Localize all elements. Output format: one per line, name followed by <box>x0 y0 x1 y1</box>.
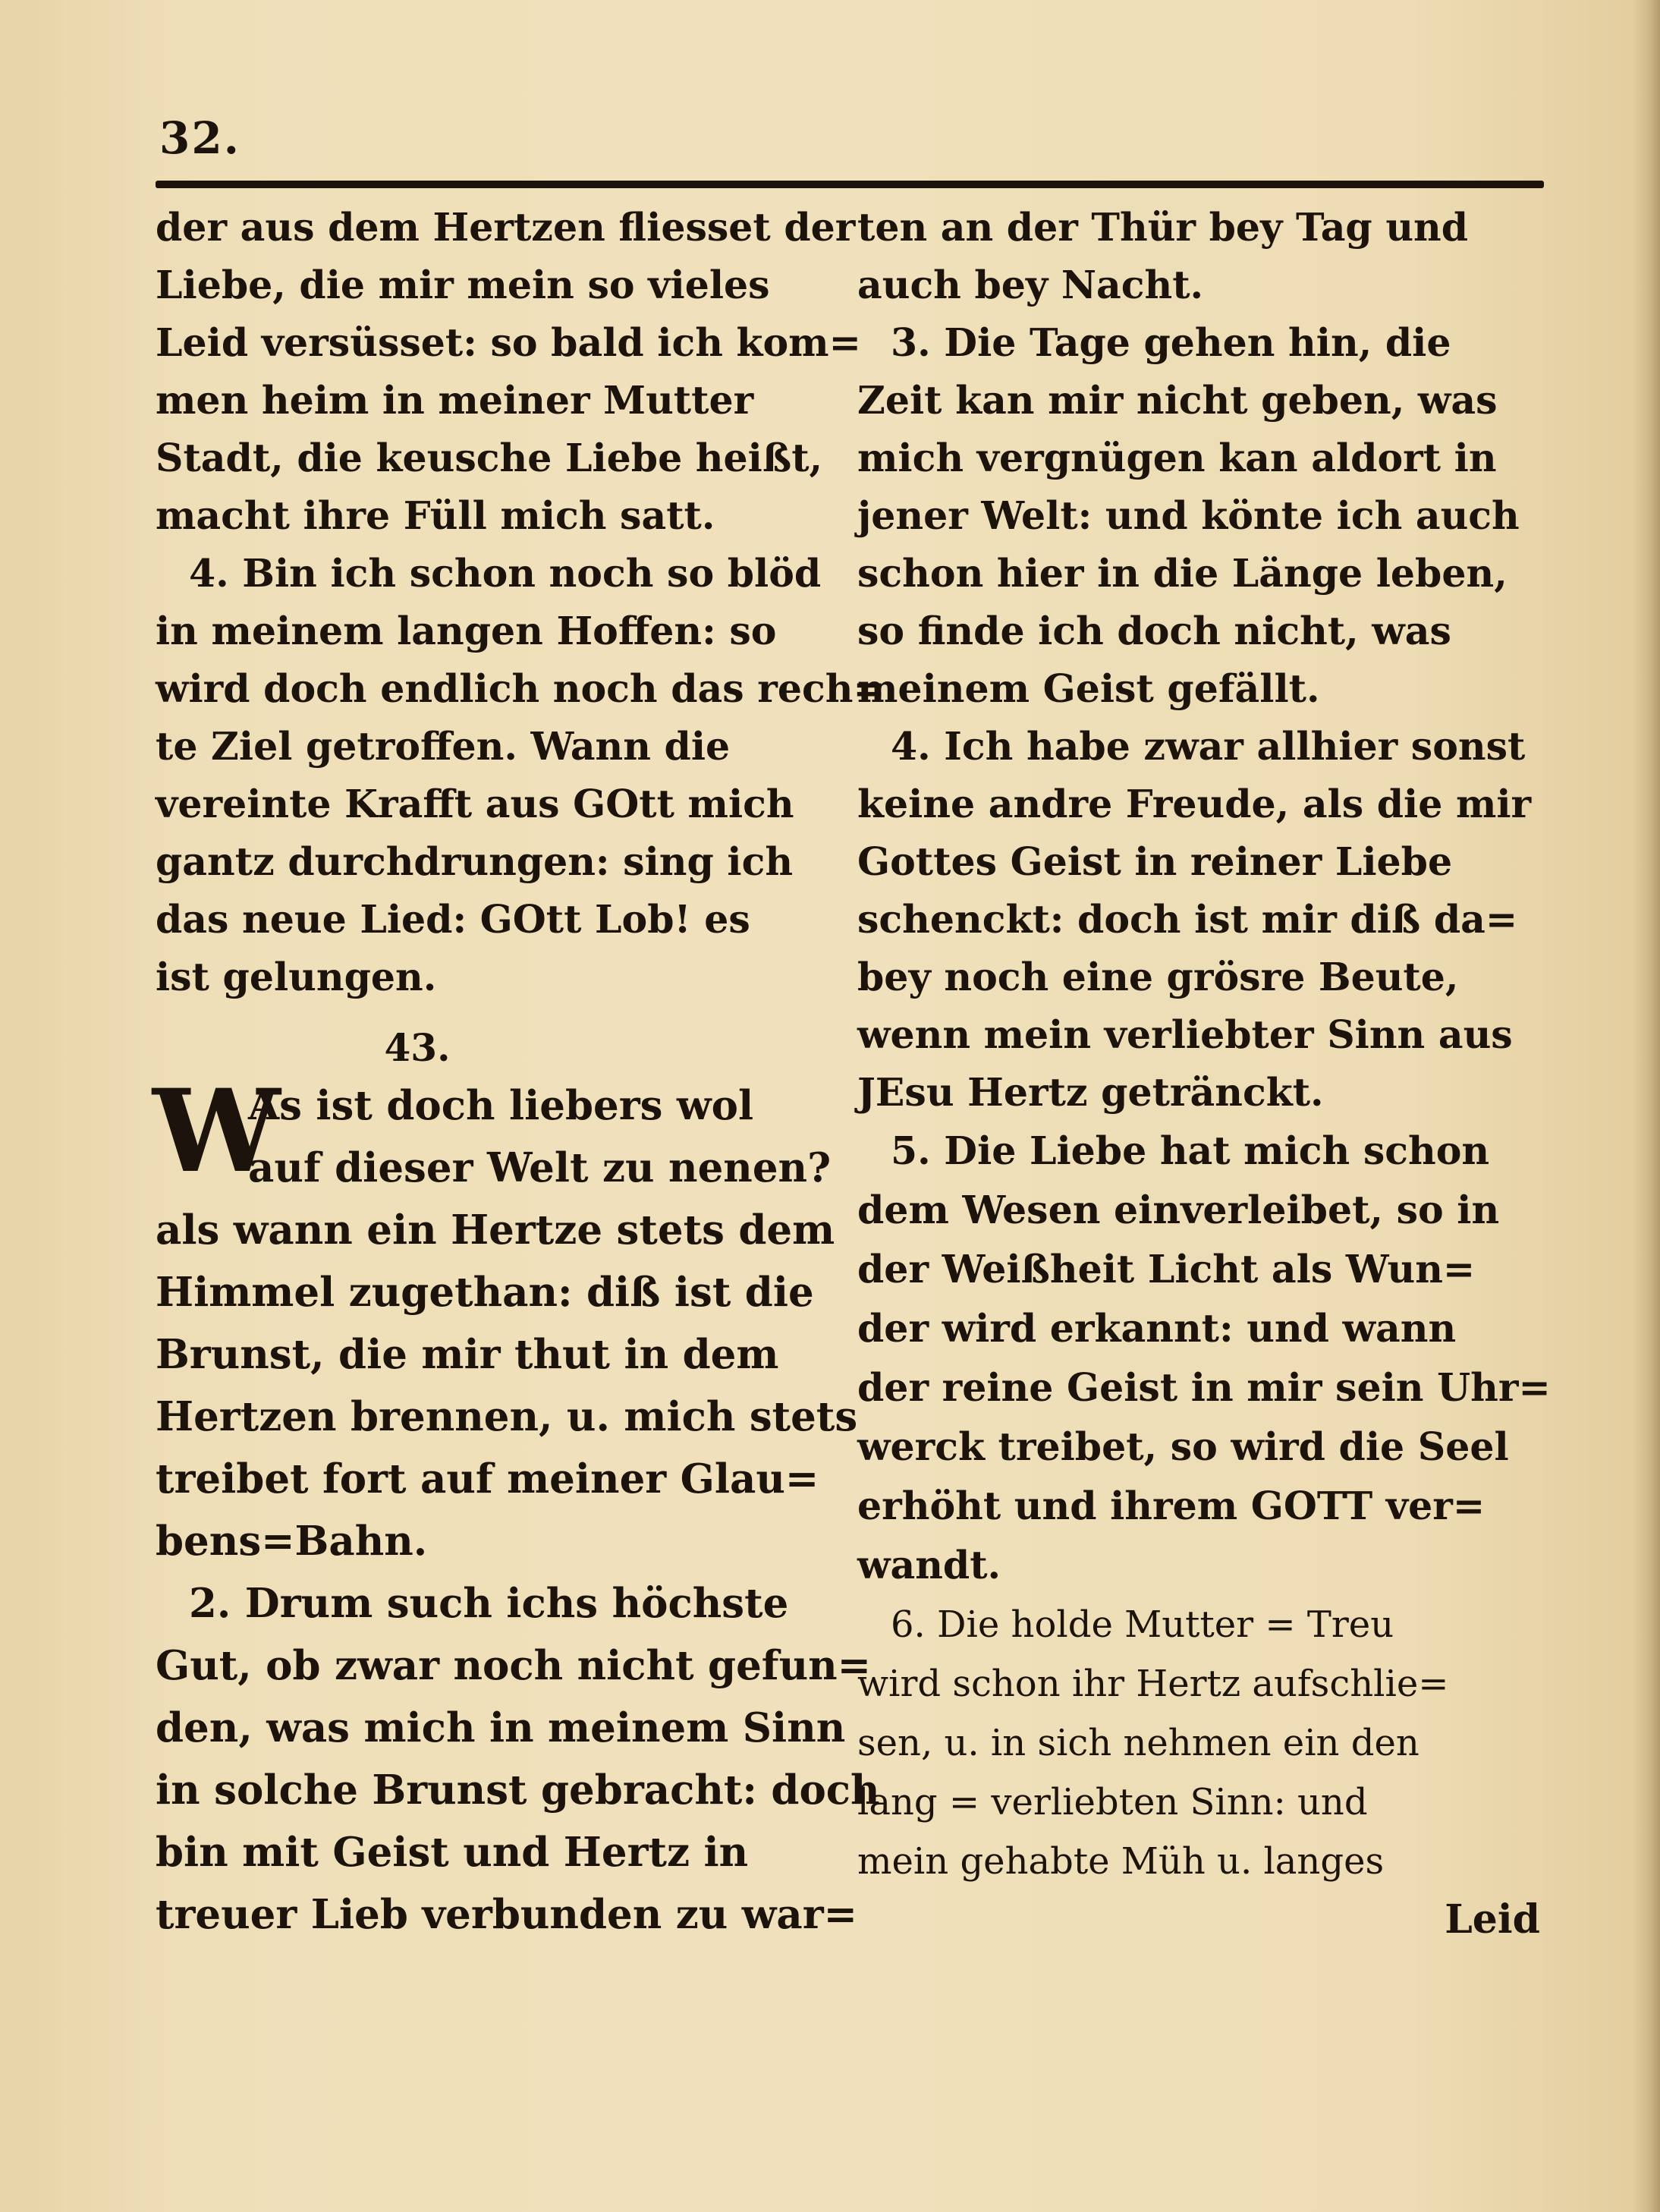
verse-5-right <box>857 1122 1555 1595</box>
text-line: wenn mein verliebter Sinn aus <box>857 1012 1513 1057</box>
text-line: ten an der Thür bey Tag und <box>857 205 1469 250</box>
text-line: gantz durchdrungen: sing ich <box>156 839 794 884</box>
text-line: men heim in meiner Mutter <box>156 378 754 423</box>
continued-verse-right <box>857 199 1555 314</box>
text-line: werck treibet, so wird die Seel <box>857 1424 1509 1469</box>
text-line: dem Wesen einverleibet, so in <box>857 1188 1500 1232</box>
text-line: macht ihre Füll mich satt. <box>156 493 715 538</box>
text-line: meinem Geist gefällt. <box>857 666 1320 711</box>
text-line: bin mit Geist und Hertz in <box>156 1829 749 1876</box>
verse-3-right <box>857 314 1555 718</box>
text-line: treibet fort auf meiner Glau= <box>156 1455 819 1502</box>
text-line: auch bey Nacht. <box>857 263 1204 307</box>
text-line: Zeit kan mir nicht geben, was <box>857 378 1498 423</box>
text-line: treuer Lieb verbunden zu war= <box>156 1891 858 1938</box>
text-line: 2. Drum such ichs höchste <box>189 1580 789 1627</box>
text-line: Liebe, die mir mein so vieles <box>156 263 770 307</box>
text-line: Hertzen brennen, u. mich stets <box>156 1393 858 1440</box>
text-line: in meinem langen Hoffen: so <box>156 609 777 653</box>
text-line: 3. Die Tage gehen hin, die <box>891 320 1451 365</box>
text-line: Brunst, die mir thut in dem <box>156 1331 779 1378</box>
text-line: 6. Die holde Mutter = Treu <box>891 1603 1394 1646</box>
page-edge-shadow <box>1633 0 1660 2212</box>
text-line: vereinte Krafft aus GOtt mich <box>156 782 794 826</box>
continued-verse <box>156 199 861 545</box>
text-line: wird schon ihr Hertz aufschlie= <box>857 1663 1449 1705</box>
text-line: der Weißheit Licht als Wun= <box>857 1247 1476 1292</box>
left-column <box>152 199 885 1946</box>
text-line: bey noch eine grösre Beute, <box>857 955 1459 999</box>
drop-cap: W <box>152 1065 281 1198</box>
text-line: das neue Lied: GOtt Lob! es <box>156 897 750 942</box>
catchword: Leid <box>1445 1896 1540 1943</box>
text-line: Gottes Geist in reiner Liebe <box>857 839 1453 884</box>
text-line: ist gelungen. <box>156 955 437 999</box>
text-line: As ist doch liebers wol <box>248 1082 754 1129</box>
text-line: lang = verliebten Sinn: und <box>857 1781 1368 1823</box>
hymn-number: 43. <box>384 1025 451 1070</box>
text-line: schenckt: doch ist mir diß da= <box>857 897 1518 942</box>
verse-1-hymn-43 <box>152 1065 858 1572</box>
text-line: erhöht und ihrem GOTT ver= <box>857 1484 1486 1528</box>
text-line: sen, u. in sich nehmen ein den <box>857 1722 1419 1764</box>
text-line: den, was mich in meinem Sinn <box>156 1704 846 1751</box>
text-line: Stadt, die keusche Liebe heißt, <box>156 436 823 480</box>
text-line: mein gehabte Müh u. langes <box>857 1840 1385 1883</box>
verse-4-left <box>156 545 885 1006</box>
text-line: wird doch endlich noch das rech= <box>156 666 885 711</box>
text-line: keine andre Freude, als die mir <box>857 782 1532 826</box>
text-line: te Ziel getroffen. Wann die <box>156 724 731 769</box>
text-line: so finde ich doch nicht, was <box>857 609 1451 653</box>
text-line: Himmel zugethan: diß ist die <box>156 1269 814 1316</box>
text-line: jener Welt: und könte ich auch <box>857 493 1520 538</box>
text-line: 4. Bin ich schon noch so blöd <box>189 551 822 596</box>
text-line: auf dieser Welt zu nenen? <box>248 1144 832 1191</box>
text-line: mich vergnügen kan aldort in <box>857 436 1497 480</box>
text-line: bens=Bahn. <box>156 1518 428 1565</box>
text-line: JEsu Hertz getränckt. <box>857 1070 1324 1115</box>
verse-4-right <box>857 718 1555 1122</box>
text-line: wandt. <box>857 1543 1001 1587</box>
text-line: der wird erkannt: und wann <box>857 1306 1457 1351</box>
text-line: als wann ein Hertze stets dem <box>156 1207 835 1254</box>
text-line: Leid versüsset: so bald ich kom= <box>156 320 861 365</box>
text-line: 4. Ich habe zwar allhier sonst <box>891 724 1526 769</box>
text-line: Gut, ob zwar noch nicht gefun= <box>156 1642 872 1689</box>
header-rule <box>156 181 1544 188</box>
text-line: der aus dem Hertzen fliesset der <box>156 205 856 250</box>
page-number: 32. <box>159 112 241 164</box>
verse-6-right <box>857 1595 1555 1891</box>
text-line: 5. Die Liebe hat mich schon <box>891 1128 1490 1173</box>
verse-2-hymn-43 <box>156 1572 880 1946</box>
text-line: in solche Brunst gebracht: doch <box>156 1767 880 1814</box>
text-line: schon hier in die Länge leben, <box>857 551 1508 596</box>
right-column <box>857 199 1555 1949</box>
text-line: der reine Geist in mir sein Uhr= <box>857 1365 1551 1410</box>
